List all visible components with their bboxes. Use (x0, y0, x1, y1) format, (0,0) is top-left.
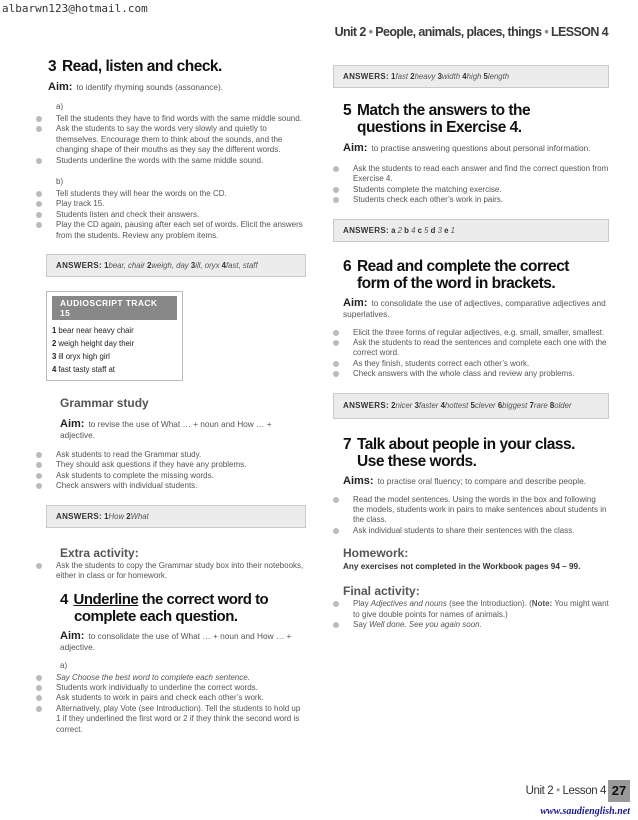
answer-text: How (108, 511, 125, 521)
exercise-title: the correct word to (141, 590, 269, 608)
answer-number: 7 (529, 400, 534, 410)
answer-text: high (466, 72, 482, 81)
right-column (333, 65, 609, 631)
list-item (333, 620, 609, 630)
extra-activity (36, 546, 306, 560)
aim (343, 298, 609, 320)
answer-number: 2 (147, 261, 152, 271)
answer-text: hottest (444, 400, 469, 410)
aim-label: Aim: (48, 81, 73, 93)
answer-number: 2 (410, 72, 415, 81)
list-item: Students underline the words with the same middle sound. (36, 156, 306, 166)
grammar-list (36, 450, 306, 492)
extra-list (36, 561, 306, 582)
answers-label: ANSWERS: (56, 511, 102, 521)
website-link[interactable]: www.saudienglish.net (540, 806, 630, 817)
page-header (335, 25, 608, 39)
answer-text: length (487, 72, 510, 81)
exercise-number: 5 (343, 102, 352, 119)
bullet-separator: • (368, 25, 373, 39)
part-a-label: a) (60, 660, 68, 670)
exercise-6-heading (343, 258, 609, 292)
list-item: Ask the students to read the sentences and complete each one with the correct word. (333, 338, 609, 359)
answer-text: biggest (502, 400, 528, 410)
answer-number: 1 (391, 72, 396, 81)
exercise-4-list (36, 673, 306, 735)
answer-letter: d (430, 225, 436, 235)
aim-label: Aim: (343, 296, 368, 309)
list-item: Students work individually to underline the correct words. (36, 683, 306, 693)
list-item: Tell students they will hear the words on the CD. (36, 189, 306, 199)
exercise-3-heading (48, 58, 306, 75)
answer-text: fast (395, 72, 409, 81)
answer-text: bear, chair (108, 261, 145, 271)
audioscript-box (46, 291, 183, 381)
aim-label: Aim: (60, 418, 85, 431)
footer-lesson: Lesson 4 (562, 785, 606, 797)
answer-number: 1 (104, 261, 109, 271)
answer-number: 3 (414, 400, 419, 410)
aim (60, 419, 306, 441)
exercise-number: 7 (343, 435, 352, 453)
grammar-study (36, 396, 306, 441)
aim (48, 82, 306, 93)
answers-box (333, 65, 609, 88)
answers-label: ANSWERS: (343, 72, 389, 81)
exercise-title-line2: complete each question. (74, 607, 238, 625)
final-list (333, 599, 609, 630)
header-unit: Unit 2 (334, 25, 366, 39)
answers-box (46, 254, 306, 277)
line-number: 2 (52, 339, 57, 349)
aim-text: to identify rhyming sounds (assonance). (76, 82, 224, 92)
answer-text: 2 (397, 225, 402, 235)
list-item: As they finish, students correct each other’s work. (333, 359, 609, 369)
header-title: People, animals, places, things (375, 25, 542, 39)
part-a-label: a) (56, 102, 64, 111)
exercise-7 (333, 436, 609, 487)
exercise-title: Match the answers to the (356, 102, 531, 119)
answer-text: What (130, 511, 149, 521)
exercise-7-heading (343, 436, 609, 470)
exercise-title-line2: form of the word in brackets. (357, 274, 556, 292)
exercise-5-heading (343, 102, 609, 136)
answer-text: ill, oryx (195, 261, 220, 271)
activity-name: Adjectives and nouns (370, 599, 447, 609)
exercise-7-list (333, 495, 609, 537)
note-label: Note: (531, 599, 553, 609)
answers-label: ANSWERS: (56, 261, 102, 271)
homework-text: Any exercises not completed in the Workbook pages 94 – 99. (343, 562, 581, 572)
answers-box (333, 219, 609, 242)
homework-heading: Homework: (343, 546, 409, 561)
list-item: Check answers with individual students. (36, 481, 306, 491)
answer-text: 3 (437, 225, 442, 235)
answers-label: ANSWERS: (343, 400, 389, 410)
answer-number: 4 (221, 261, 226, 271)
aim (343, 476, 609, 487)
answer-letter: c (417, 225, 422, 235)
exercise-number: 3 (48, 58, 57, 75)
exercise-number: 6 (343, 257, 352, 275)
page-number: 27 (608, 780, 630, 802)
list-item: Elicit the three forms of regular adjectives, e.g. small, smaller, smallest. (333, 328, 609, 338)
list-item: Check answers with the whole class and review any problems. (333, 369, 609, 379)
aim (343, 143, 609, 154)
answer-number: 2 (126, 511, 131, 521)
aim-text: to consolidate the use of adjectives, comparative adjectives and superlatives. (343, 297, 606, 319)
watermark-email: albarwn123@hotmail.com (2, 2, 148, 15)
list-item: Students listen and check their answers. (36, 210, 306, 220)
header-lesson: LESSON 4 (550, 25, 608, 39)
answers-box (333, 393, 609, 419)
extra-activity-heading: Extra activity: (60, 545, 139, 560)
grammar-heading: Grammar study (60, 396, 149, 411)
answer-letter: a (391, 225, 396, 235)
answer-text: 1 (450, 225, 455, 235)
line-text: bear near heavy chair (58, 326, 134, 336)
answer-text: older (554, 400, 572, 410)
list-item: Ask individual students to share their sentences with the class. (333, 526, 609, 536)
exercise-3 (36, 58, 306, 93)
list-item: Ask the students to read each answer and find the correct question from Exercise 4. (333, 164, 609, 185)
phrase: Well done. See you again soon. (369, 620, 482, 630)
answer-number: 8 (549, 400, 555, 410)
line-text: ill oryx high girl (58, 352, 110, 362)
aim-label: Aim: (60, 629, 85, 642)
list-item: Students complete the matching exercise. (333, 185, 609, 195)
line-number: 1 (52, 326, 57, 336)
audioscript-line (47, 350, 182, 363)
aim-text: to practise oral fluency; to compare and describe people. (377, 475, 587, 486)
answer-number: 2 (391, 400, 396, 410)
answer-number: 4 (440, 400, 445, 410)
exercise-title-line2: questions in Exercise 4. (357, 119, 522, 136)
underlined-word: Underline (73, 590, 139, 608)
exercise-title-line2: Use these words. (357, 452, 477, 470)
exercise-4 (36, 591, 306, 653)
exercise-5 (333, 102, 609, 154)
exercise-4-heading (60, 591, 306, 625)
answer-text: width (441, 72, 461, 81)
exercise-title: Read and complete the correct (356, 257, 569, 275)
bullet-separator: • (544, 25, 549, 39)
line-text: fast tasty staff at (58, 365, 115, 375)
list-item-text: Say Choose the best word to complete each sentence. (56, 672, 250, 682)
answer-number: 5 (483, 72, 488, 81)
exercise-6 (333, 258, 609, 320)
aim-label: Aims: (343, 474, 374, 487)
exercise-5-list (333, 164, 609, 206)
line-number: 4 (52, 365, 57, 375)
text: Play (353, 599, 371, 609)
exercise-title: Read, listen and check. (61, 58, 222, 75)
answer-text: heavy (414, 72, 436, 81)
list-item: Ask the students to copy the Grammar study box into their notebooks, either in class or for homework. (36, 561, 306, 582)
footer-unit: Unit 2 (525, 785, 554, 797)
list-item: Ask students to complete the missing words. (36, 471, 306, 481)
final-activity-heading: Final activity: (343, 584, 420, 599)
part-a-list (36, 114, 306, 166)
bullet-separator: • (556, 785, 560, 797)
aim-text: to practise answering questions about personal information. (371, 143, 591, 153)
answer-text: fast, staff (226, 261, 258, 271)
list-item: Play track 15. (36, 199, 306, 209)
line-text: weigh height day their (58, 339, 135, 349)
homework (333, 546, 609, 572)
list-item: They should ask questions if they have any problems. (36, 460, 306, 470)
answers-label: ANSWERS: (343, 225, 389, 235)
list-item: Ask students to work in pairs and check each other’s work. (36, 693, 306, 703)
list-item: Play the CD again, pausing after each set of words. Elicit the answers from the students. Review any problem items. (36, 220, 306, 241)
audioscript-line (47, 324, 182, 337)
audioscript-title: AUDIOSCRIPT TRACK 15 (52, 296, 177, 320)
answer-text: weigh, day (151, 261, 189, 271)
answer-text: rare (533, 400, 548, 410)
aim-text: to consolidate the use of What … + noun and How … + adjective. (60, 630, 292, 652)
answer-number: 3 (190, 261, 196, 271)
list-item: Students check each other’s work in pairs. (333, 195, 609, 205)
answer-number: 6 (497, 400, 503, 410)
list-item: Ask the students to say the words very slowly and quietly to themselves. Encourage them to think about the sounds, and the changing shape of their mouths as they say the different words. (36, 124, 306, 155)
part-b-label: b) (56, 177, 64, 187)
list-item (333, 599, 609, 620)
list-item: Read the model sentences. Using the words in the box and following the models, students work in pairs to make sentences about students in the class. (333, 495, 609, 526)
answer-number: 3 (437, 72, 442, 81)
answer-number: 5 (470, 400, 475, 410)
list-item (36, 673, 306, 683)
final-activity (333, 584, 609, 598)
exercise-number: 4 (60, 590, 68, 608)
answer-text: faster (418, 400, 439, 410)
text: (see the Introduction). ( (446, 599, 532, 609)
part-b-list (36, 189, 306, 241)
aim-text: to revise the use of What … + noun and How … + adjective. (60, 419, 272, 441)
exercise-6-list (333, 328, 609, 380)
exercise-title: Talk about people in your class. (356, 435, 575, 453)
answer-number: 1 (104, 511, 109, 521)
answer-letter: b (404, 225, 409, 235)
text: Say (353, 620, 370, 630)
page-footer (526, 785, 606, 797)
answers-box (46, 505, 306, 528)
left-column (36, 58, 306, 735)
line-number: 3 (52, 352, 57, 362)
text: You might want to give double points for names of animals.) (353, 599, 609, 619)
aim (60, 631, 306, 653)
answer-letter: e (444, 225, 449, 235)
answer-text: clever (474, 400, 496, 410)
answer-number: 4 (462, 72, 467, 81)
answer-text: 4 (411, 225, 416, 235)
list-item: Ask students to read the Grammar study. (36, 450, 306, 460)
answer-text: nicer (395, 400, 413, 410)
audioscript-line (47, 363, 182, 376)
aim-label: Aim: (343, 142, 368, 154)
list-item: Tell the students they have to find words with the same middle sound. (36, 114, 306, 124)
list-item: Alternatively, play Vote (see Introduction). Tell the students to hold up 1 if they underlined the first word or 2 if they think the second word is correct. (36, 704, 306, 735)
audioscript-line (47, 337, 182, 350)
answer-text: 5 (424, 225, 429, 235)
